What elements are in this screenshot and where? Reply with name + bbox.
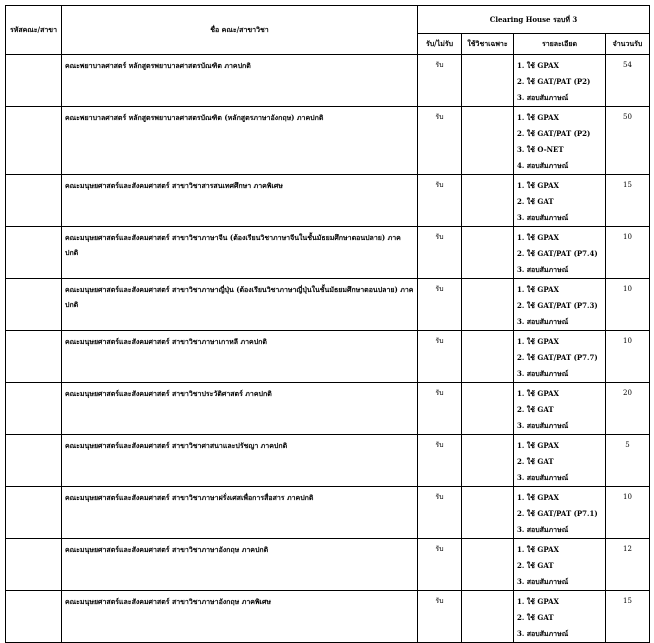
row-code bbox=[6, 279, 62, 331]
admission-table bbox=[5, 5, 650, 643]
detail-item: 3. สอบสัมภาษณ์ bbox=[517, 473, 569, 482]
row-specific-subject bbox=[462, 383, 514, 435]
detail-item: 3. สอบสัมภาษณ์ bbox=[517, 213, 569, 222]
row-details bbox=[514, 383, 606, 435]
detail-item: 2. ใช้ GAT bbox=[517, 561, 554, 570]
row-code bbox=[6, 591, 62, 643]
row-seat-count: 10 bbox=[606, 331, 650, 383]
detail-item: 1. ใช้ GPAX bbox=[517, 113, 559, 122]
detail-item: 2. ใช้ GAT bbox=[517, 613, 554, 622]
detail-item: 3. สอบสัมภาษณ์ bbox=[517, 525, 569, 534]
detail-item: 2. ใช้ GAT bbox=[517, 197, 554, 206]
row-seat-count: 12 bbox=[606, 539, 650, 591]
row-code bbox=[6, 435, 62, 487]
row-specific-subject bbox=[462, 175, 514, 227]
row-accept-status: รับ bbox=[418, 435, 462, 487]
detail-item: 2. ใช้ GAT/PAT (P7.3) bbox=[517, 301, 598, 310]
row-specific-subject bbox=[462, 55, 514, 107]
detail-item: 1. ใช้ GPAX bbox=[517, 285, 559, 294]
detail-item: 1. ใช้ GPAX bbox=[517, 493, 559, 502]
row-program-name: คณะมนุษยศาสตร์และสังคมศาสตร์ สาขาวิชาภาษาญี่ปุ่น (ต้องเรียนวิชาภาษาญี่ปุ่นในชั้นมัธยมศึกษาตอนปลาย) ภาคปกติ bbox=[62, 279, 418, 331]
row-program-name: คณะพยาบาลศาสตร์ หลักสูตรพยาบาลศาสตรบัณฑิต ภาคปกติ bbox=[62, 55, 418, 107]
detail-item: 1. ใช้ GPAX bbox=[517, 441, 559, 450]
row-details bbox=[514, 107, 606, 175]
row-program-name: คณะมนุษยศาสตร์และสังคมศาสตร์ สาขาวิชาภาษาอังกฤษ ภาคปกติ bbox=[62, 539, 418, 591]
detail-item: 1. ใช้ GPAX bbox=[517, 181, 559, 190]
table-row bbox=[6, 55, 650, 107]
row-program-name: คณะมนุษยศาสตร์และสังคมศาสตร์ สาขาวิชาประวัติศาสตร์ ภาคปกติ bbox=[62, 383, 418, 435]
detail-item: 1. ใช้ GPAX bbox=[517, 545, 559, 554]
row-program-name: คณะมนุษยศาสตร์และสังคมศาสตร์ สาขาวิชาภาษาเกาหลี ภาคปกติ bbox=[62, 331, 418, 383]
row-accept-status: รับ bbox=[418, 107, 462, 175]
row-details bbox=[514, 331, 606, 383]
header-accept: รับ/ไม่รับ bbox=[418, 34, 462, 55]
row-specific-subject bbox=[462, 107, 514, 175]
row-program-name: คณะมนุษยศาสตร์และสังคมศาสตร์ สาขาวิชาภาษาจีน (ต้องเรียนวิชาภาษาจีนในชั้นมัธยมศึกษาตอนปลาย) ภาคปกติ bbox=[62, 227, 418, 279]
row-accept-status: รับ bbox=[418, 175, 462, 227]
table-row bbox=[6, 591, 650, 643]
detail-item: 3. สอบสัมภาษณ์ bbox=[517, 369, 569, 378]
detail-item: 2. ใช้ GAT/PAT (P2) bbox=[517, 77, 591, 86]
detail-item: 3. ใช้ O-NET bbox=[517, 145, 564, 154]
row-accept-status: รับ bbox=[418, 539, 462, 591]
row-specific-subject bbox=[462, 279, 514, 331]
row-specific-subject bbox=[462, 227, 514, 279]
row-seat-count: 15 bbox=[606, 175, 650, 227]
table-row bbox=[6, 487, 650, 539]
table-row bbox=[6, 331, 650, 383]
table-row bbox=[6, 175, 650, 227]
row-accept-status: รับ bbox=[418, 487, 462, 539]
row-details bbox=[514, 487, 606, 539]
row-program-name: คณะมนุษยศาสตร์และสังคมศาสตร์ สาขาวิชาภาษาอังกฤษ ภาคพิเศษ bbox=[62, 591, 418, 643]
row-details bbox=[514, 227, 606, 279]
row-details bbox=[514, 55, 606, 107]
detail-item: 2. ใช้ GAT/PAT (P2) bbox=[517, 129, 591, 138]
row-code bbox=[6, 107, 62, 175]
row-accept-status: รับ bbox=[418, 383, 462, 435]
row-code bbox=[6, 539, 62, 591]
row-specific-subject bbox=[462, 487, 514, 539]
row-details bbox=[514, 279, 606, 331]
row-seat-count: 54 bbox=[606, 55, 650, 107]
row-accept-status: รับ bbox=[418, 55, 462, 107]
table-row bbox=[6, 227, 650, 279]
row-details bbox=[514, 435, 606, 487]
detail-item: 3. สอบสัมภาษณ์ bbox=[517, 265, 569, 274]
row-details bbox=[514, 539, 606, 591]
detail-item: 1. ใช้ GPAX bbox=[517, 233, 559, 242]
header-name: ชื่อ คณะ/สาขาวิชา bbox=[62, 6, 418, 55]
row-seat-count: 15 bbox=[606, 591, 650, 643]
detail-item: 4. สอบสัมภาษณ์ bbox=[517, 161, 569, 170]
header-count: จำนวนรับ bbox=[606, 34, 650, 55]
header-details: รายละเอียด bbox=[514, 34, 606, 55]
row-specific-subject bbox=[462, 331, 514, 383]
row-seat-count: 5 bbox=[606, 435, 650, 487]
row-specific-subject bbox=[462, 591, 514, 643]
table-row bbox=[6, 383, 650, 435]
detail-item: 3. สอบสัมภาษณ์ bbox=[517, 317, 569, 326]
detail-item: 2. ใช้ GAT bbox=[517, 405, 554, 414]
detail-item: 2. ใช้ GAT/PAT (P7.4) bbox=[517, 249, 598, 258]
row-accept-status: รับ bbox=[418, 591, 462, 643]
table-body bbox=[6, 55, 650, 643]
header-subject: ใช้วิชาเฉพาะ bbox=[462, 34, 514, 55]
row-code bbox=[6, 383, 62, 435]
row-specific-subject bbox=[462, 539, 514, 591]
row-code bbox=[6, 331, 62, 383]
table-row bbox=[6, 539, 650, 591]
row-program-name: คณะมนุษยศาสตร์และสังคมศาสตร์ สาขาวิชาสารสนเทศศึกษา ภาคพิเศษ bbox=[62, 175, 418, 227]
row-program-name: คณะมนุษยศาสตร์และสังคมศาสตร์ สาขาวิชาภาษาฝรั่งเศสเพื่อการสื่อสาร ภาคปกติ bbox=[62, 487, 418, 539]
row-accept-status: รับ bbox=[418, 331, 462, 383]
header-code: รหัสคณะ/สาขา bbox=[6, 6, 62, 55]
row-accept-status: รับ bbox=[418, 279, 462, 331]
row-seat-count: 10 bbox=[606, 279, 650, 331]
row-code bbox=[6, 227, 62, 279]
row-specific-subject bbox=[462, 435, 514, 487]
row-program-name: คณะพยาบาลศาสตร์ หลักสูตรพยาบาลศาสตรบัณฑิต (หลักสูตรภาษาอังกฤษ) ภาคปกติ bbox=[62, 107, 418, 175]
detail-item: 1. ใช้ GPAX bbox=[517, 61, 559, 70]
row-code bbox=[6, 55, 62, 107]
detail-item: 1. ใช้ GPAX bbox=[517, 597, 559, 606]
detail-item: 3. สอบสัมภาษณ์ bbox=[517, 629, 569, 638]
row-code bbox=[6, 175, 62, 227]
row-seat-count: 50 bbox=[606, 107, 650, 175]
row-accept-status: รับ bbox=[418, 227, 462, 279]
table-row bbox=[6, 279, 650, 331]
row-seat-count: 10 bbox=[606, 227, 650, 279]
detail-item: 1. ใช้ GPAX bbox=[517, 389, 559, 398]
detail-item: 3. สอบสัมภาษณ์ bbox=[517, 577, 569, 586]
header-clearing-house: Clearing House รอบที่ 3 bbox=[418, 6, 650, 34]
detail-item: 2. ใช้ GAT bbox=[517, 457, 554, 466]
row-code bbox=[6, 487, 62, 539]
row-details bbox=[514, 175, 606, 227]
table-row bbox=[6, 107, 650, 175]
detail-item: 1. ใช้ GPAX bbox=[517, 337, 559, 346]
detail-item: 3. สอบสัมภาษณ์ bbox=[517, 93, 569, 102]
detail-item: 2. ใช้ GAT/PAT (P7.7) bbox=[517, 353, 598, 362]
row-seat-count: 20 bbox=[606, 383, 650, 435]
row-details bbox=[514, 591, 606, 643]
detail-item: 3. สอบสัมภาษณ์ bbox=[517, 421, 569, 430]
row-program-name: คณะมนุษยศาสตร์และสังคมศาสตร์ สาขาวิชาศาสนาและปรัชญา ภาคปกติ bbox=[62, 435, 418, 487]
row-seat-count: 10 bbox=[606, 487, 650, 539]
detail-item: 2. ใช้ GAT/PAT (P7.1) bbox=[517, 509, 598, 518]
table-row bbox=[6, 435, 650, 487]
